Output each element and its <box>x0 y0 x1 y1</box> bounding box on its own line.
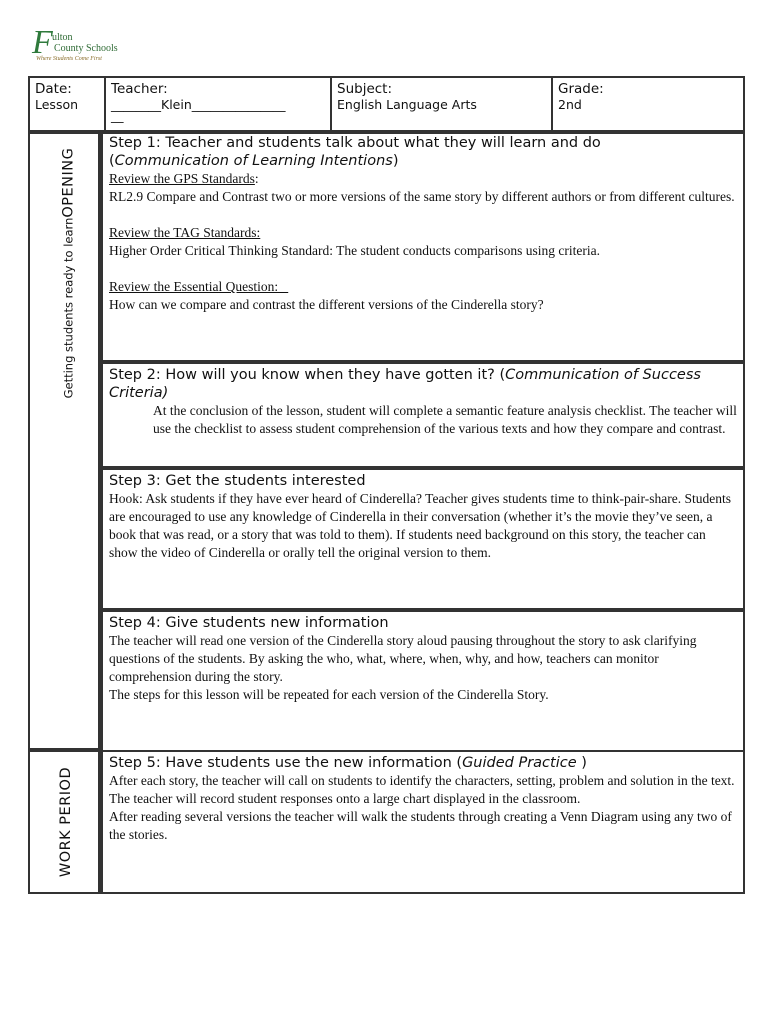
logo-line-2: County Schools <box>54 43 118 54</box>
work-period-title: WORK PERIOD <box>58 766 74 878</box>
spacer <box>109 260 737 278</box>
step-1-subtitle-open: ( <box>109 153 115 169</box>
step-5-title <box>109 754 737 772</box>
essential-question-text: How can we compare and contrast the different versions of the Cinderella story? <box>109 297 544 312</box>
step-1-title: Step 1: Teacher and students talk about what they will learn and do <box>109 135 601 151</box>
work-period-band <box>28 750 100 894</box>
grade-label: Grade: <box>558 81 604 97</box>
step-4-title: Step 4: Give students new information <box>109 615 389 631</box>
step-3-section <box>100 468 745 610</box>
date-label: Date: <box>35 81 72 97</box>
logo-tagline: Where Students Come First <box>36 56 102 62</box>
subject-label: Subject: <box>337 81 393 97</box>
gps-heading: Review the GPS Standards <box>109 171 255 186</box>
step-1-section <box>100 130 745 362</box>
step-3-text: Hook: Ask students if they have ever heard of Cinderella? Teacher gives students time to think-pair-share. Students are encouraged to use any knowledge of Cinderella in their conversation (whether it’s the movie they’ve seen, a book that was read, or a story that was told to them). If students need background on this story, the teacher can show the video of Cinderella or orally tell the original version to them. <box>109 491 731 560</box>
lesson-header-table <box>28 76 745 134</box>
step-3-title: Step 3: Get the students interested <box>109 473 366 489</box>
teacher-cell <box>105 77 331 133</box>
teacher-label: Teacher: <box>111 81 168 97</box>
step-5-section <box>100 750 745 894</box>
logo-line-1: ulton <box>52 32 73 43</box>
tag-text: Higher Order Critical Thinking Standard: The student conducts comparisons using criteria. <box>109 243 601 258</box>
logo-f-mark: F <box>32 24 53 61</box>
fulton-county-schools-logo <box>32 24 118 72</box>
essential-question-heading: Review the Essential Question: <box>109 279 289 294</box>
step-4-section <box>100 610 745 752</box>
grade-value: 2nd <box>558 97 582 112</box>
subject-value: English Language Arts <box>337 97 477 112</box>
step-1-subtitle-italic: Communication of Learning Intentions <box>114 153 393 169</box>
date-cell <box>29 77 105 133</box>
gps-text: RL2.9 Compare and Contrast two or more versions of the same story by different authors or from different cultures. <box>109 189 735 204</box>
opening-subtitle: Getting students ready to learn <box>61 217 76 399</box>
grade-cell <box>552 77 744 133</box>
step-5-text-1: After each story, the teacher will call on students to identify the characters, setting, problem and solution in the text. The teacher will record student responses onto a large chart displayed in the classroom. <box>109 773 735 806</box>
teacher-value: ________Klein_______________ <box>111 97 286 112</box>
opening-band-label <box>58 148 77 399</box>
step-2-text: At the conclusion of the lesson, student will complete a semantic feature analysis checklist. The teacher will use the checklist to assess student comprehension of the various texts and how they compare and contrast. <box>153 403 737 436</box>
date-value: Lesson <box>35 97 79 112</box>
step-1-subtitle <box>109 152 737 170</box>
gps-heading-colon: : <box>254 171 259 186</box>
step-2-section <box>100 362 745 468</box>
opening-band <box>28 130 100 750</box>
step-4-text-1: The teacher will read one version of the Cinderella story aloud pausing throughout the story to ask clarifying questions of the students. By asking the who, what, where, when, why, and how, teachers can monitor comprehension during the story. <box>109 633 697 684</box>
step-5-text-2: After reading several versions the teacher will walk the students through creating a Venn Diagram using any two of the stories. <box>109 809 732 842</box>
gps-heading-line <box>109 170 737 188</box>
subject-cell <box>331 77 552 133</box>
step-5-title-italic: Guided Practice <box>462 755 577 771</box>
step-5-title-plain: Step 5: Have students use the new information ( <box>109 755 463 771</box>
teacher-value-overflow: __ <box>111 108 124 123</box>
tag-heading: Review the TAG Standards: <box>109 225 261 240</box>
opening-title: OPENING <box>60 147 77 218</box>
step-2-title <box>109 366 737 402</box>
step-2-title-italic: Communication of Success Criteria) <box>109 367 701 401</box>
spacer <box>109 206 737 224</box>
step-1-subtitle-close: ) <box>392 153 399 169</box>
step-4-text-2: The steps for this lesson will be repeated for each version of the Cinderella Story. <box>109 687 549 702</box>
step-5-title-close: ) <box>576 755 587 771</box>
step-2-title-plain: Step 2: How will you know when they have gotten it? ( <box>109 367 506 383</box>
